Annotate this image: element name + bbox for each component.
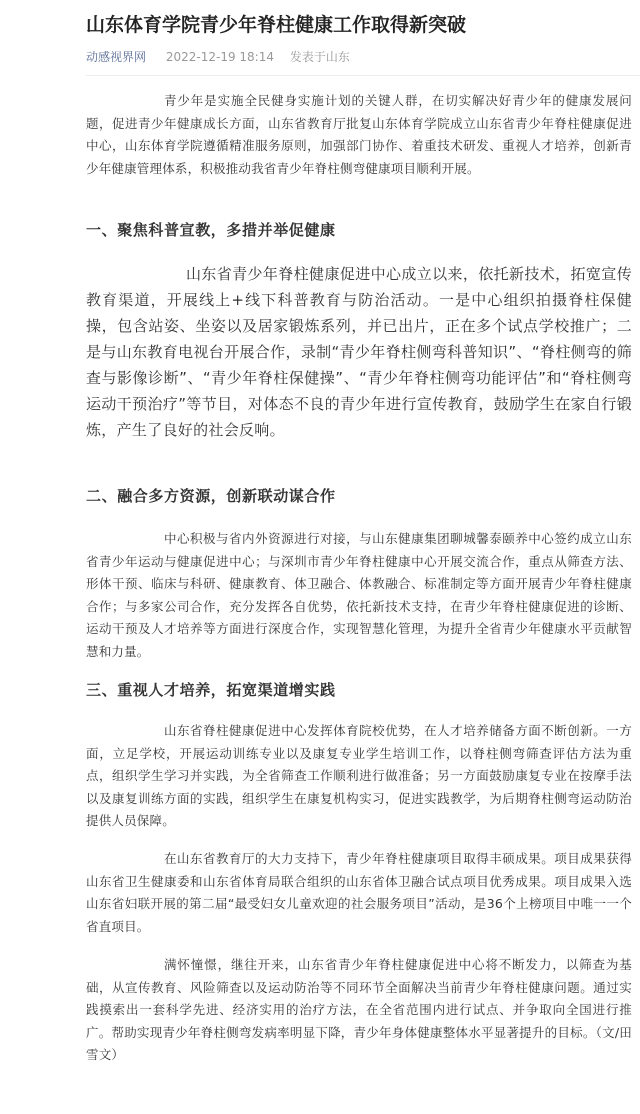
intro-paragraph: 青少年是实施全民健身实施计划的关键人群，在切实解决好青少年的健康发展问题，促进青少年健康成长方面，山东省教育厅批复山东体育学院成立山东省青少年脊柱健康促进中心，山东体育学院遵循精准服务原则，加强部门协作、着重技术研发、重视人才培养，创新青少年健康管理体系，积极推动我省青少年脊柱侧弯健康项目顺利开展。 (86, 93, 632, 176)
publish-location: 发表于山东 (289, 50, 350, 64)
publish-time: 2022-12-19 18:14 (165, 50, 274, 64)
section-3-paragraph: 山东省脊柱健康促进中心发挥体育院校优势，在人才培养储备方面不断创新。一方面，立足学校，开展运动训练专业以及康复专业学生培训工作，以脊柱侧弯筛查评估方法为重点，组织学生学习并实践，为全省筛查工作顺利进行做准备；另一方面鼓励康复专业在按摩手法以及康复训练方面的实践，组织学生在康复机构实习，促进实践教学，为后期脊柱侧弯运动防治提供人员保障。 (86, 723, 632, 828)
section-1-heading: 一、聚焦科普宣教，多措并举促健康 (86, 221, 336, 239)
article-title: 山东体育学院青少年脊柱健康工作取得新突破 (86, 14, 467, 36)
achievement-paragraph: 在山东省教育厅的大力支持下，青少年脊柱健康项目取得丰硕成果。项目成果获得山东省卫生健康委和山东省体育局联合组织的山东省体卫融合试点项目优秀成果。项目成果入选山东省妇联开展的第二届“最受妇女儿童欢迎的社会服务项目”活动，是36个上榜项目中唯一一个省直项目。 (86, 851, 632, 934)
section-2-heading: 二、融合多方资源，创新联动谋合作 (86, 487, 336, 505)
article-meta (86, 48, 350, 66)
closing-paragraph: 满怀憧憬，继往开来，山东省青少年脊柱健康促进中心将不断发力，以筛查为基础，从宣传教育、风险筛查以及运动防治等不同环节全面解决当前青少年脊柱健康问题。通过实践摸索出一套科学先进、经济实用的治疗方法，在全省范围内进行试点、并争取向全国进行推广。帮助实现青少年脊柱侧弯发病率明显下降，青少年身体健康整体水平显著提升的目标。（文/田雪文） (86, 957, 632, 1062)
meta-divider (86, 75, 640, 76)
section-1-paragraph: 山东省青少年脊柱健康促进中心成立以来，依托新技术，拓宽宣传教育渠道，开展线上+线下科普教育与防治活动。一是中心组织拍摄脊柱保健操，包含站姿、坐姿以及居家锻炼系列，并已出片，正在多个试点学校推广；二是与山东教育电视台开展合作，录制“青少年脊柱侧弯科普知识”、“脊柱侧弯的筛查与影像诊断”、“青少年脊柱保健操”、“青少年脊柱侧弯功能评估”和“脊柱侧弯运动干预治疗”等节目，对体态不良的青少年进行宣传教育，鼓励学生在家自行锻炼，产生了良好的社会反响。 (86, 265, 632, 439)
section-3-heading: 三、重视人才培养，拓宽渠道增实践 (86, 681, 336, 699)
section-2-paragraph: 中心积极与省内外资源进行对接，与山东健康集团聊城馨泰颐养中心签约成立山东省青少年运动与健康促进中心；与深圳市青少年脊柱健康中心开展交流合作，重点从筛查方法、形体干预、临床与科研、健康教育、体卫融合、体教融合、标准制定等方面开展青少年脊柱健康合作；与多家公司合作，充分发挥各自优势，依托新技术支持，在青少年脊柱健康促进的诊断、运动干预及人才培养等方面进行深度合作，实现智慧化管理，为提升全省青少年健康水平贡献智慧和力量。 (86, 531, 632, 659)
source-link[interactable]: 动感视界网 (86, 50, 147, 64)
